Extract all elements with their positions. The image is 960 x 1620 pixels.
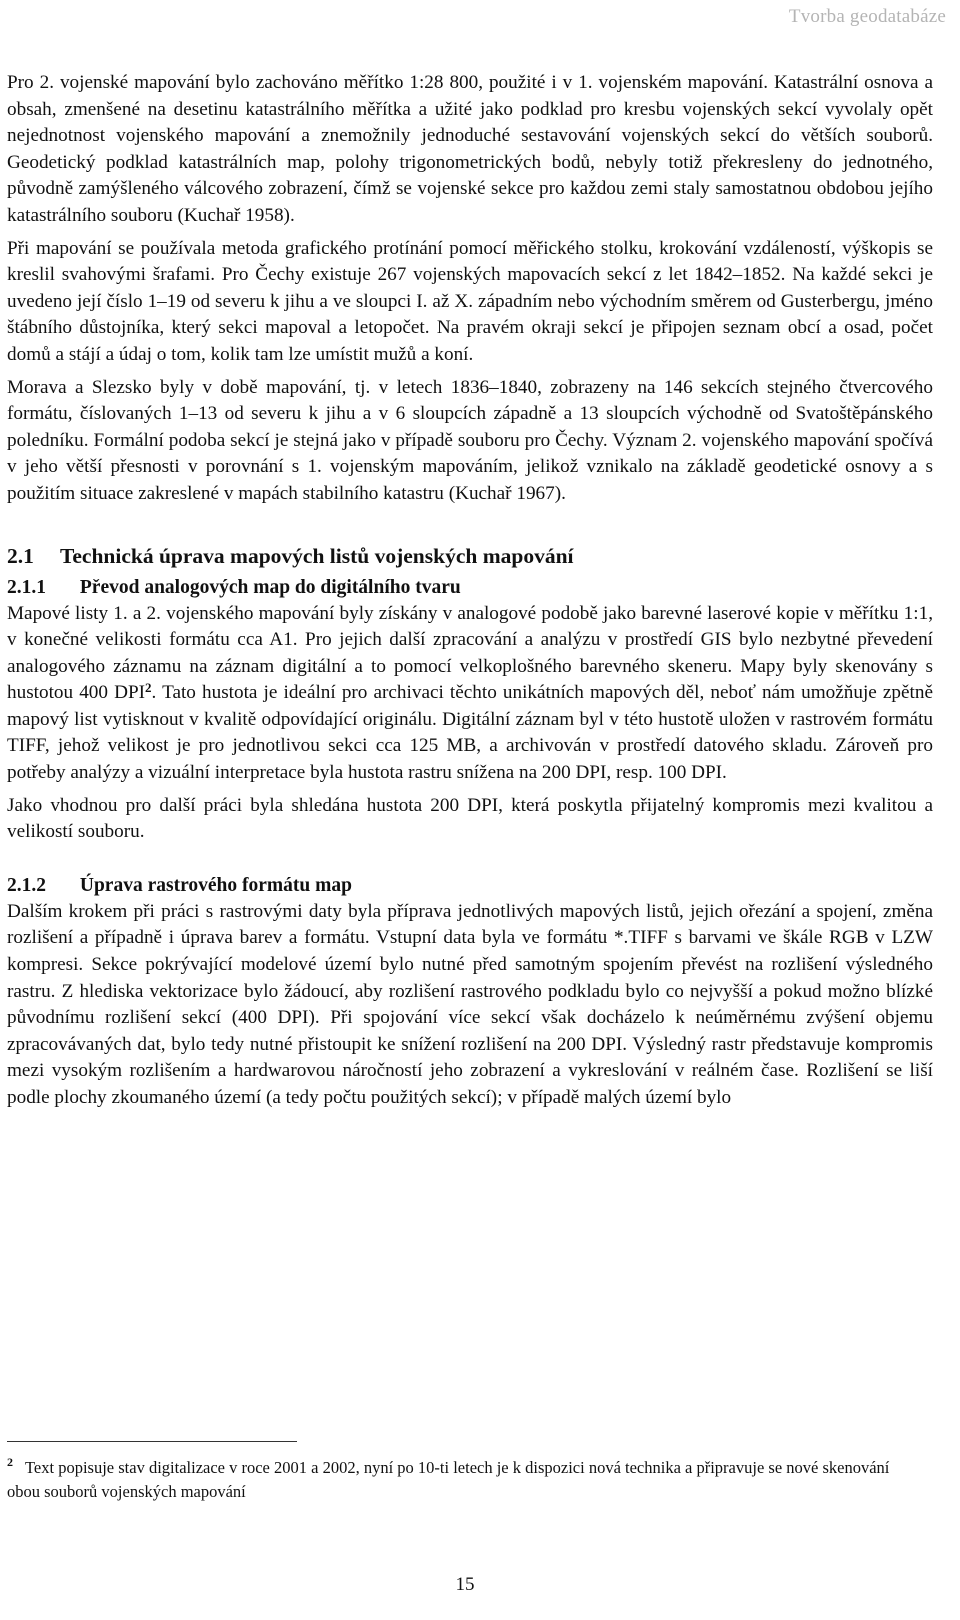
page-body <box>7 70 933 1118</box>
intro-paragraph-2: Při mapování se používala metoda grafického protínání pomocí měřického stolku, krokování vzdáleností, výškopis se kreslil svahovými šrafami. Pro Čechy existuje 267 vojenských mapovacích sekcí z let 1842–1852. Na každé sekci je uvedeno její číslo 1–19 od severu k jihu a ve sloupci I. až X. západním nebo východním směrem od Gusterbergu, jméno štábního důstojníka, který sekci mapoval a letopočet. Na pravém okraji sekcí je připojen seznam obcí a osad, počet domů a stájí a údaj o tom, kolik tam lze umístit mužů a koní. <box>7 237 933 365</box>
subsection-heading-2-1-1 <box>7 574 933 601</box>
section-heading-2-1 <box>7 542 933 570</box>
footnote-text: Text popisuje stav digitalizace v roce 2001 a 2002, nyní po 10-ti letech je k dispozici nová technika a připravuje se nové skenování obou souborů vojenských mapování <box>7 1458 890 1501</box>
subsection-heading-2-1-2 <box>7 872 933 899</box>
running-header: Tvorba geodatabáze <box>788 6 946 27</box>
footnote-reference[interactable]: 2 <box>145 680 152 696</box>
page-number: 15 <box>455 1574 475 1595</box>
subsection-title: Úprava rastrového formátu map <box>79 874 352 896</box>
section-2-1-1-paragraph-2: Jako vhodnou pro další práci byla shledána hustota 200 DPI, která poskytla přijatelný kompromis mezi kvalitou a velikostí souboru. <box>7 794 933 843</box>
paragraph-text-continued: . Tato hustota je ideální pro archivaci těchto unikátních mapových děl, neboť nám umožňuje zpětně mapový list vytisknout v kvalitě odpovídající originálu. Digitální záznam byl v této hustotě uložen v rastrovém formátu TIFF, jehož velikost je pro jednotlivou sekci cca 125 MB, a archivován v prostředí datového skladu. Zároveň pro potřeby analýzy a vizuální interpretace byla hustota rastru snížena na 200 DPI, resp. 100 DPI. <box>7 682 933 784</box>
paragraph-text: Mapové listy 1. a 2. vojenského mapování byly získány v analogové podobě jako barevné laserové kopie v měřítku 1:1, v konečné velikosti formátu cca A1. Pro jejich další zpracování a analýzu v prostředí GIS bylo nezbytné převedení analogového záznamu na záznam digitální a to pomocí velkoplošného barevného skeneru. Mapy byly skenovány s hustotou 400 DPI <box>7 602 933 704</box>
intro-paragraph-3: Morava a Slezsko byly v době mapování, tj. v letech 1836–1840, zobrazeny na 146 sekcích stejného čtvercového formátu, číslovaných 1–13 od severu k jihu a v 6 sloupcích západně a 13 sloupcích východně od Svatoštěpánského poledníku. Formální podoba sekcí je stejná jako v případě souboru pro Čechy. Význam 2. vojenského mapování spočívá v jeho větší přesnosti v porovnání s 1. vojenským mapováním, jelikož vznikalo na základě geodetické osnovy a s použitím situace zakreslené v mapách stabilního katastru (Kuchař 1967). <box>7 376 933 504</box>
footnote-mark: 2 <box>7 1455 13 1469</box>
footnote-separator <box>7 1441 297 1442</box>
section-2-1-2-paragraph-1: Dalším krokem při práci s rastrovými daty byla příprava jednotlivých mapových listů, jejich ořezání a spojení, změna rozlišení a případně i úprava barev a formátu. Vstupní data byla ve formátu *.TIFF s barvami ve škále RGB v LZW kompresi. Sekce pokrývající modelové území bylo nutné před samotným spojením převést na rozlišení výsledného rastru. Z hlediska vektorizace bylo žádoucí, aby rozlišení rastrového podkladu bylo co nejvyšší a pokud možno blízké původnímu rozlišení sekcí (400 DPI). Při spojování více sekcí však docházelo k neúměrnému zvýšení objemu zpracovávaných dat, bylo tedy nutné přistoupit ke snížení rozlišení na 200 DPI. Výsledný rastr představuje kompromis mezi vysokým rozlišením a hardwarovou náročností jeho zobrazení a vykreslování v reálném čase. Rozlišení se liší podle plochy zkoumaného území (a tedy počtu použitých sekcí); v případě malých území bylo <box>7 900 933 1108</box>
subsection-number: 2.1.2 <box>7 874 46 896</box>
subsection-title: Převod analogových map do digitálního tvaru <box>79 576 461 598</box>
section-title: Technická úprava mapových listů vojenských mapování <box>60 543 574 568</box>
section-2-1-1-paragraph-1 <box>7 601 933 787</box>
subsection-number: 2.1.1 <box>7 576 46 598</box>
intro-paragraph-1: Pro 2. vojenské mapování bylo zachováno měřítko 1:28 800, použité i v 1. vojenském mapování. Katastrální osnova a obsah, zmenšené na desetinu katastrálního měřítka a užité jako podklad pro kresbu vojenských sekcí vyvolaly opět nejednotnost vojenského mapování a znemožnily jednoduché sestavování vojenských sekcí do větších souborů. Geodetický podklad katastrálních map, polohy trigonometrických bodů, nebyly totiž překresleny do jednotného, původně zamýšleného válcového zobrazení, čímž se vojenské sekce pro každou zemi staly samostatnou obdobou jejího katastrálního souboru (Kuchař 1958). <box>7 72 933 226</box>
footnote <box>7 1451 907 1503</box>
section-number: 2.1 <box>7 543 34 568</box>
